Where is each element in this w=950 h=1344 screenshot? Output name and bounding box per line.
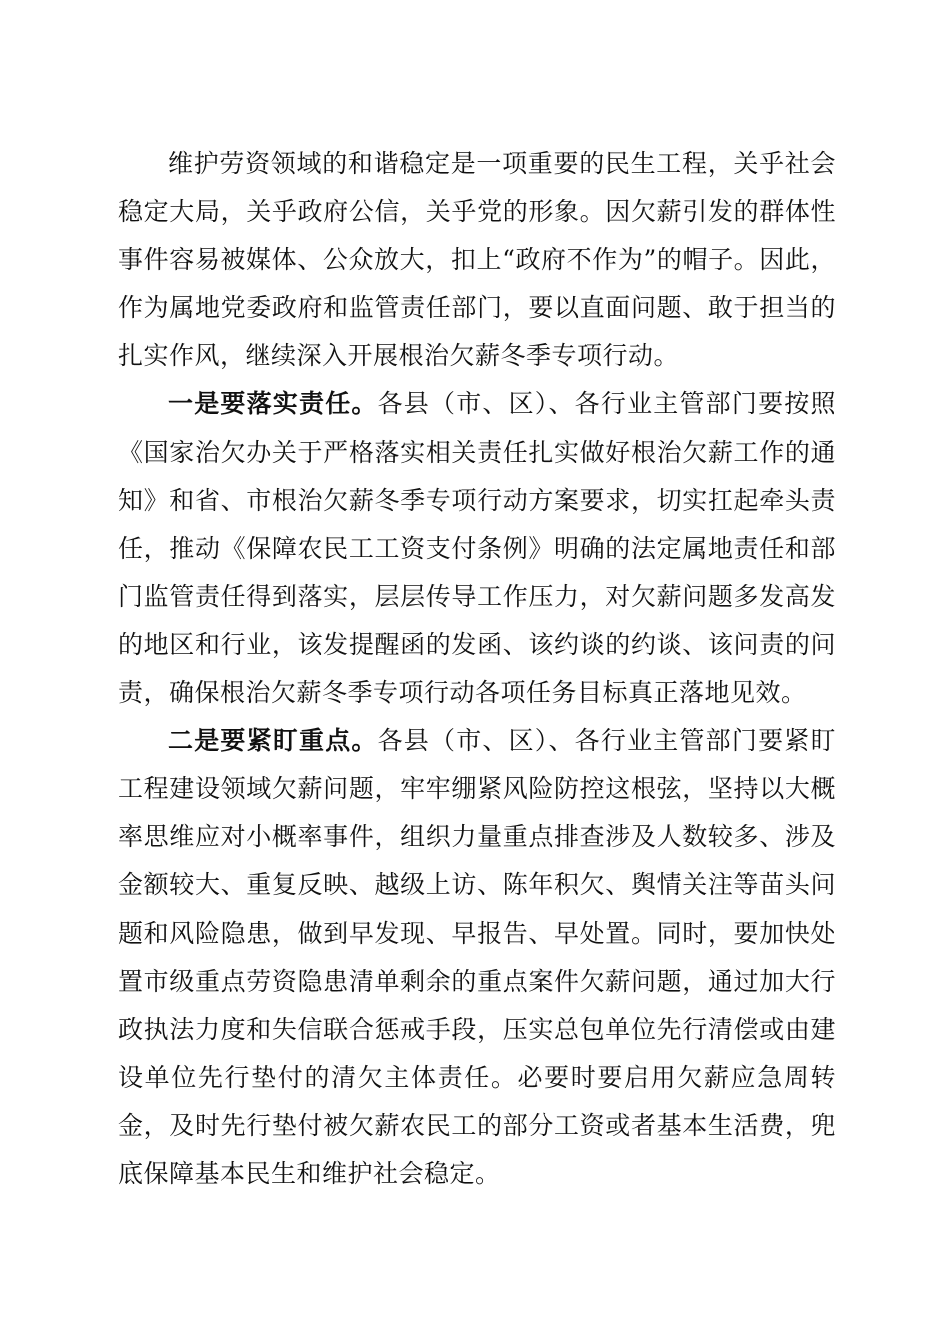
paragraph-intro <box>118 140 836 380</box>
paragraph-text: 各县（市、区）、各行业主管部门要紧盯工程建设领域欠薪问题，牢牢绷紧风险防控这根弦，坚持以大概率思维应对小概率事件，组织力量重点排查涉及人数较多、涉及金额较大、重复反映、越级上访、陈年积欠、舆情关注等苗头问题和风险隐患，做到早发现、早报告、早处置。同时，要加快处置市级重点劳资隐患清单剩余的重点案件欠薪问题，通过加大行政执法力度和失信联合惩戒手段，压实总包单位先行清偿或由建设单位先行垫付的清欠主体责任。必要时要启用欠薪应急周转金，及时先行垫付被欠薪农民工的部分工资或者基本生活费，兜底保障基本民生和维护社会稳定。 <box>118 726 836 1188</box>
paragraph-responsibility <box>118 380 836 717</box>
paragraph-text: 各县（市、区）、各行业主管部门要按照《国家治欠办关于严格落实相关责任扎实做好根治欠薪工作的通知》和省、市根治欠薪冬季专项行动方案要求，切实扛起牵头责任，推动《保障农民工工资支付条例》明确的法定属地责任和部门监管责任得到落实，层层传导工作压力，对欠薪问题多发高发的地区和行业，该发提醒函的发函、该约谈的约谈、该问责的问责，确保根治欠薪冬季专项行动各项任务目标真正落地见效。 <box>118 389 836 708</box>
paragraph-lead: 一是要落实责任。 <box>168 389 378 419</box>
paragraph-focus <box>118 717 836 1198</box>
paragraph-text: 维护劳资领域的和谐稳定是一项重要的民生工程，关乎社会稳定大局，关乎政府公信，关乎党的形象。因欠薪引发的群体性事件容易被媒体、公众放大，扣上“政府不作为”的帽子。因此，作为属地党委政府和监管责任部门，要以直面问题、敢于担当的扎实作风，继续深入开展根治欠薪冬季专项行动。 <box>118 149 836 371</box>
paragraph-lead: 二是要紧盯重点。 <box>168 726 378 756</box>
document-body <box>118 140 836 1198</box>
